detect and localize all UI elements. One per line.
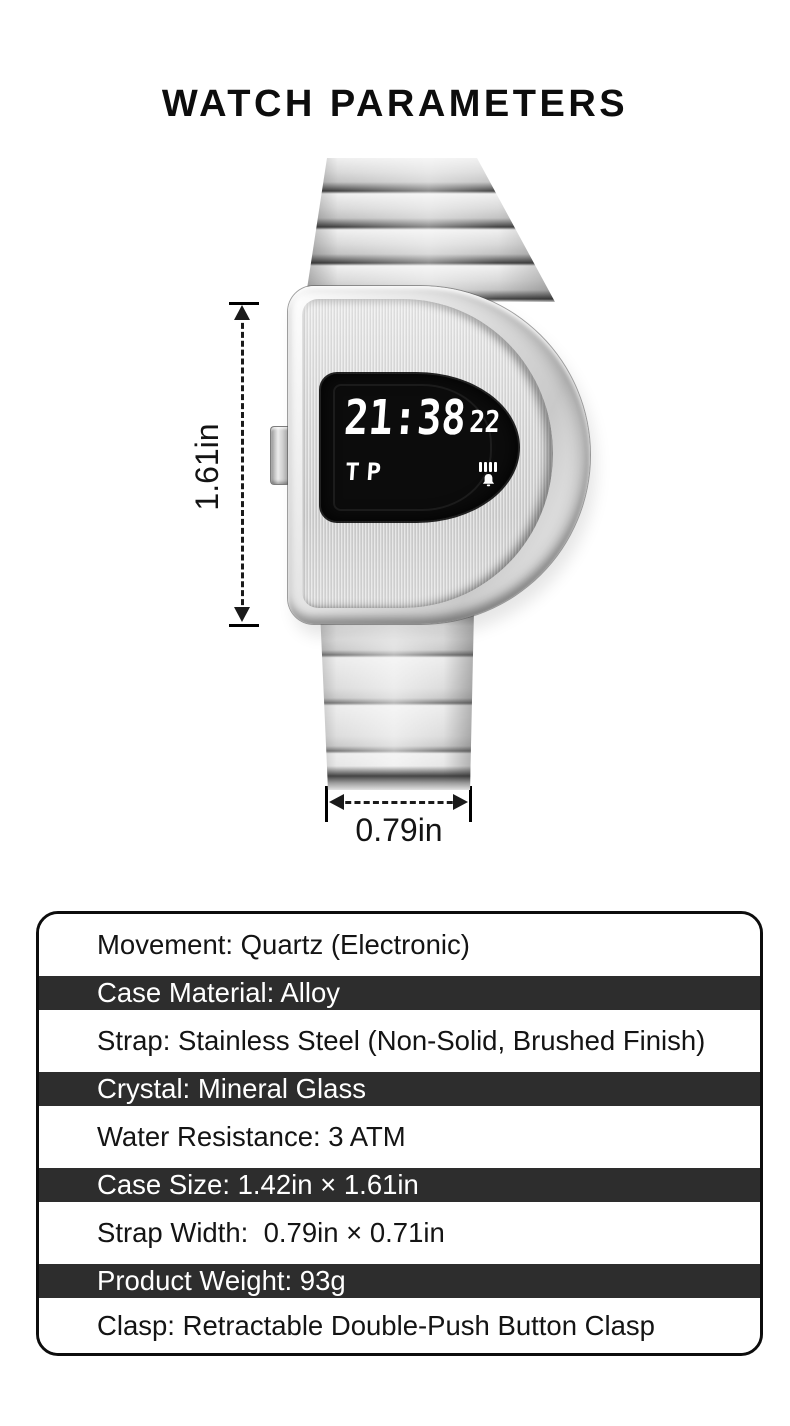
spec-row-case-material [39,976,760,1010]
dashed-measure-line-vertical [241,314,244,614]
lcd-time-row [342,390,502,446]
spec-text: Water Resistance: 3 ATM [97,1121,406,1152]
spec-row-case-size [39,1168,760,1202]
lcd-seconds: 22 [468,405,502,440]
spec-row-water-resistance [39,1106,760,1168]
spec-text: Case Material: Alloy [97,977,341,1008]
dashed-measure-line-horizontal [336,801,462,804]
spec-row-strap-width [39,1202,760,1264]
width-dimension-label: 0.79in [355,812,443,848]
battery-level-icon [479,462,497,472]
spec-row-clasp [39,1298,760,1353]
lcd-status-icons [479,460,497,487]
spec-row-crystal [39,1072,760,1106]
measure-tick-bottom [229,624,259,627]
spec-text: Movement: Quartz (Electronic) [97,929,470,960]
watch-case [288,286,590,624]
spec-text: Case Size: 1.42in × 1.61in [97,1169,419,1200]
spec-text: Product Weight: 93g [97,1265,346,1296]
lcd-time: 21:38 [342,390,468,446]
spec-table [36,911,763,1356]
arrow-down-icon [234,607,250,622]
spec-text: Crystal: Mineral Glass [97,1073,366,1104]
spec-row-product-weight [39,1264,760,1298]
watch-strap-top [305,158,580,302]
spec-row-strap [39,1010,760,1072]
spec-text: Clasp: Retractable Double-Push Button Clasp [97,1309,655,1341]
lcd-mode-indicator: TP [344,458,389,486]
watch-lcd-display [321,374,518,521]
page-title: WATCH PARAMETERS [161,83,629,126]
alarm-bell-icon [481,474,496,487]
arrow-right-icon [453,794,468,810]
spec-text: Strap Width: 0.79in × 0.71in [97,1217,445,1248]
spec-row-movement [39,914,760,976]
height-dimension-label: 1.61in [189,423,225,511]
watch-strap-bottom [312,610,476,790]
spec-text: Strap: Stainless Steel (Non-Solid, Brushed Finish) [97,1025,706,1056]
watch-case-plate [302,299,553,608]
lcd-status-row [345,460,497,487]
